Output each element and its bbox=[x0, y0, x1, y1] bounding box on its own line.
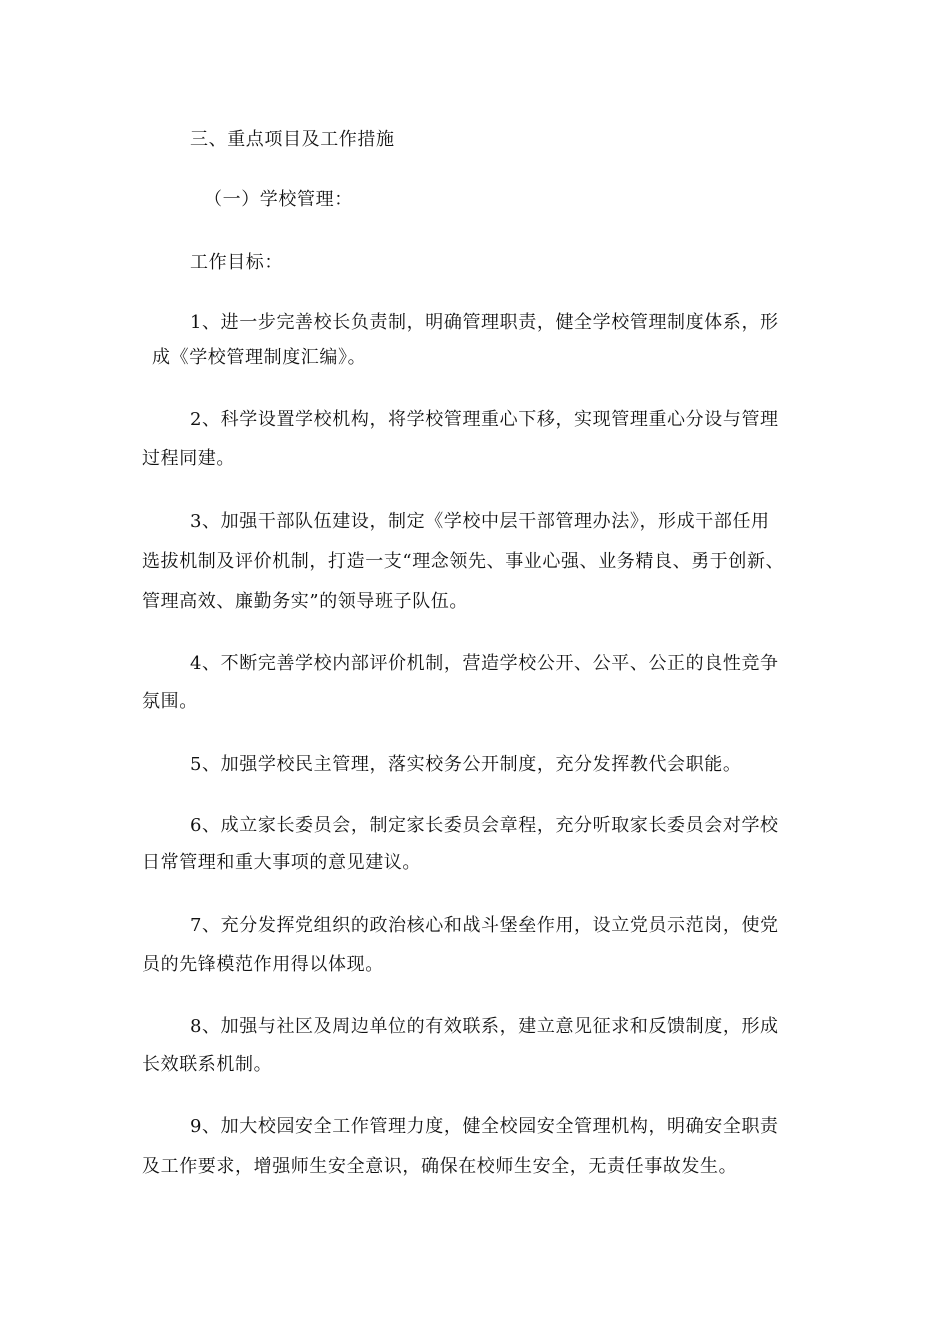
goal-item-1-line-2: 成《学校管理制度汇编》。 bbox=[152, 347, 367, 368]
goal-item-2-line-1: 2、科学设置学校机构，将学校管理重心下移，实现管理重心分设与管理 bbox=[190, 409, 779, 430]
goal-item-4-line-1: 4、不断完善学校内部评价机制，营造学校公开、公平、公正的良性竞争 bbox=[190, 653, 779, 674]
goal-item-1-line-1: 1、进一步完善校长负责制，明确管理职责，健全学校管理制度体系，形 bbox=[190, 312, 779, 333]
goal-item-8-line-1: 8、加强与社区及周边单位的有效联系，建立意见征求和反馈制度，形成 bbox=[190, 1016, 779, 1037]
goal-item-5-line-1: 5、加强学校民主管理，落实校务公开制度，充分发挥教代会职能。 bbox=[190, 754, 742, 775]
goal-item-8-line-2: 长效联系机制。 bbox=[142, 1054, 273, 1075]
goal-item-7-line-1: 7、充分发挥党组织的政治核心和战斗堡垒作用，设立党员示范岗，使党 bbox=[190, 915, 779, 936]
section-heading: 三、重点项目及工作措施 bbox=[190, 129, 395, 150]
goal-item-3-line-1: 3、加强干部队伍建设，制定《学校中层干部管理办法》，形成干部任用 bbox=[190, 511, 770, 532]
goal-item-9-line-2: 及工作要求，增强师生安全意识，确保在校师生安全，无责任事故发生。 bbox=[142, 1156, 738, 1177]
goal-item-4-line-2: 氛围。 bbox=[142, 691, 198, 712]
goal-item-9-line-1: 9、加大校园安全工作管理力度，健全校园安全管理机构，明确安全职责 bbox=[190, 1116, 779, 1137]
subsection-heading: （一）学校管理： bbox=[204, 189, 353, 210]
goal-item-6-line-2: 日常管理和重大事项的意见建议。 bbox=[142, 852, 421, 873]
goal-item-7-line-2: 员的先锋模范作用得以体现。 bbox=[142, 954, 384, 975]
goal-item-6-line-1: 6、成立家长委员会，制定家长委员会章程，充分听取家长委员会对学校 bbox=[190, 815, 779, 836]
goals-label: 工作目标： bbox=[190, 252, 283, 273]
goal-item-3-line-3: 管理高效、廉勤务实”的领导班子队伍。 bbox=[142, 591, 469, 612]
goal-item-3-line-2: 选拔机制及评价机制，打造一支“理念领先、事业心强、业务精良、勇于创新、 bbox=[142, 551, 785, 572]
goal-item-2-line-2: 过程同建。 bbox=[142, 448, 235, 469]
